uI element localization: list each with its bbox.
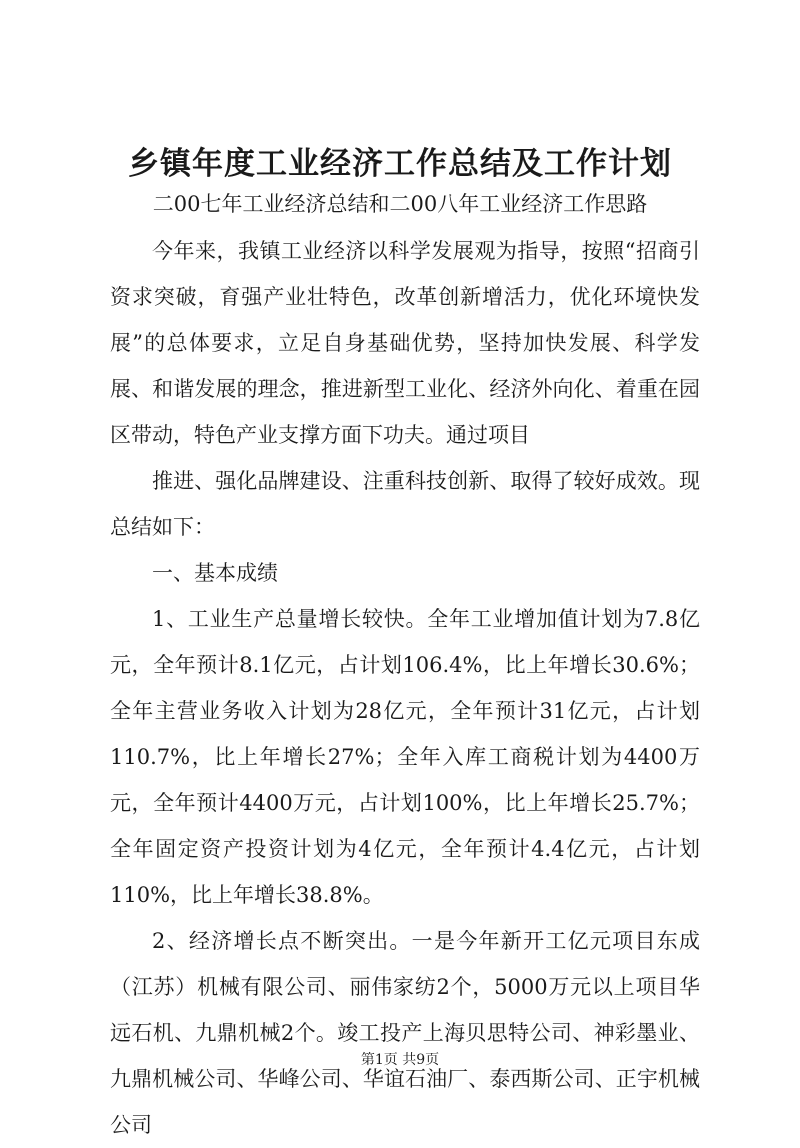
section-heading-basic-results: 一、基本成绩 — [152, 561, 278, 585]
document-subtitle: 二00七年工业经济总结和二00八年工业经济工作思路 — [152, 192, 648, 216]
document-title: 乡镇年度工业经济工作总结及工作计划 — [128, 146, 672, 182]
paragraph-intro: 今年来，我镇工业经济以科学发展观为指导，按照“招商引资求突破，育强产业壮特色，改革创新增活力，优化环境快发展”的总体要求，立足自身基础优势，坚持加快发展、科学发展、和谐发展的理念，推进新型工业化、经济外向化、着重在园区带动，特色产业支撑方面下功夫。通过项目 — [110, 239, 700, 447]
document-body — [110, 228, 700, 1148]
paragraph-industrial-output: 1、工业生产总量增长较快。全年工业增加值计划为7.8亿元，全年预计8.1亿元，占计划106.4%，比上年增长30.6%；全年主营业务收入计划为28亿元，全年预计31亿元，占计划110.7%，比上年增长27%；全年入库工商税计划为4400万元，全年预计4400万元，占计划100%，比上年增长25.7%；全年固定资产投资计划为4亿元，全年预计4.4亿元，占计划110%，比上年增长38.8%。 — [110, 607, 700, 907]
paragraph-growth-points: 2、经济增长点不断突出。一是今年新开工亿元项目东成（江苏）机械有限公司、丽伟家纺2个，5000万元以上项目华远石机、九鼎机械2个。竣工投产上海贝思特公司、神彩墨业、九鼎机械公司、华峰公司、华谊石油厂、泰西斯公司、正宇机械公司 — [110, 929, 700, 1137]
page-footer: 第1页 共9页 — [360, 1052, 440, 1068]
paragraph-intro-continued: 推进、强化品牌建设、注重科技创新、取得了较好成效。现总结如下： — [110, 469, 700, 539]
